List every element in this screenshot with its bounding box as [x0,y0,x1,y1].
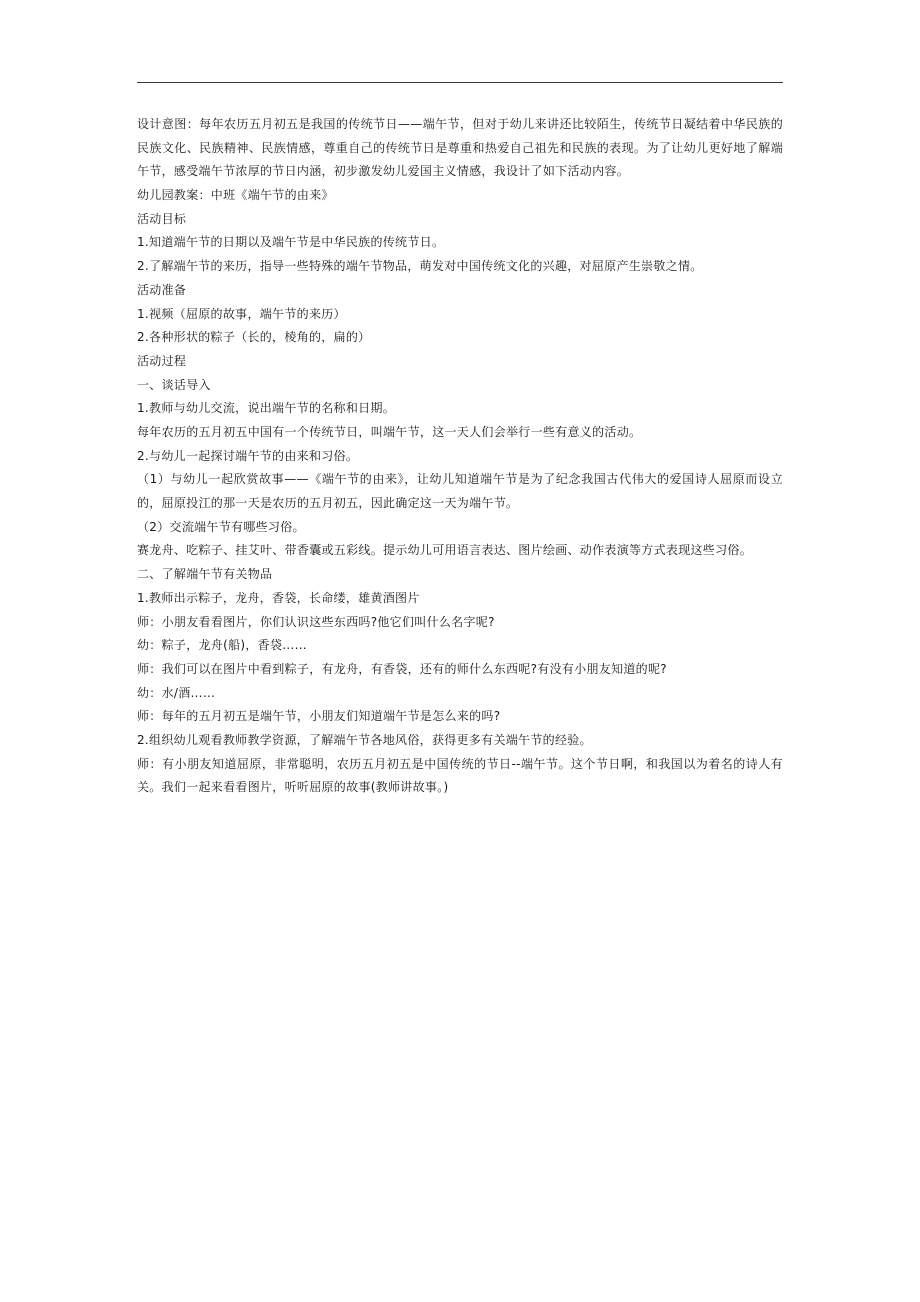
dialogue-child-2: 幼：水/酒…… [137,685,216,700]
section-1-step-2: 2.与幼儿一起探讨端午节的由来和习俗。 [137,448,359,463]
dialogue-teacher-2: 师：我们可以在图片中看到粽子，有龙舟，有香袋，还有的师什么东西呢?有没有小朋友知道的呢? [137,661,667,676]
dialogue-teacher-3: 师：每年的五月初五是端午节，小朋友们知道端午节是怎么来的吗? [137,709,501,724]
heading-process: 活动过程 [137,353,187,368]
paragraph-design-intent: 设计意图：每年农历五月初五是我国的传统节日——端午节，但对于幼儿来讲还比较陌生，传统节日凝结着中华民族的民族文化、民族精神、民族情感，尊重自己的传统节日是尊重和热爱自己祖先和民族的表现。为了让幼儿更好地了解端午节，感受端午节浓厚的节日内涵，初步激发幼儿爱国主义情感，我设计了如下活动内容。 [137,117,783,179]
section-1-story: （1）与幼儿一起欣赏故事——《端午节的由来》，让幼儿知道端午节是为了纪念我国古代伟大的爱国诗人屈原而设立的，屈原投江的那一天是农历的五月初五，因此确定这一天为端午节。 [137,472,783,511]
dialogue-child-1: 幼：粽子，龙舟(船)，香袋…… [137,638,307,653]
objective-item-2: 2.了解端午节的来历，指导一些特殊的端午节物品，萌发对中国传统文化的兴趣，对屈原产生崇敬之情。 [137,259,703,274]
heading-objectives: 活动目标 [137,211,187,226]
objective-item-1: 1.知道端午节的日期以及端午节是中华民族的传统节日。 [137,235,445,250]
section-1-text: 每年农历的五月初五中国有一个传统节日，叫端午节，这一天人们会举行一些有意义的活动。 [137,424,642,439]
dialogue-teacher-1: 师：小朋友看看图片，你们认识这些东西吗?他它们叫什么名字呢? [137,614,495,629]
section-1-customs: 赛龙舟、吃粽子、挂艾叶、带香囊或五彩线。提示幼儿可用语言表达、图片绘画、动作表演等方式表现这些习俗。 [137,543,753,558]
section-2-step-1: 1.教师出示粽子，龙舟，香袋，长命缕，雄黄酒图片 [137,590,420,605]
section-2-heading: 二、了解端午节有关物品 [137,567,273,582]
paragraph-lesson-title: 幼儿园教案：中班《端午节的由来》 [137,188,334,203]
section-2-step-2: 2.组织幼儿观看教师教学资源，了解端午节各地风俗，获得更多有关端午节的经验。 [137,732,592,747]
header-rule [137,82,783,83]
section-1-step-1: 1.教师与幼儿交流，说出端午节的名称和日期。 [137,401,396,416]
preparation-item-2: 2.各种形状的粽子（长的，棱角的，扁的） [137,330,371,345]
document-body [137,113,783,800]
heading-preparation: 活动准备 [137,282,187,297]
section-1-customs-question: （2）交流端午节有哪些习俗。 [137,519,305,534]
preparation-item-1: 1.视频（屈原的故事，端午节的来历） [137,306,346,321]
section-1-heading: 一、谈话导入 [137,377,211,392]
dialogue-teacher-4: 师：有小朋友知道屈原，非常聪明，农历五月初五是中国传统的节日--端午节。这个节日啊，和我国以为着名的诗人有关。我们一起来看看图片，听听屈原的故事(教师讲故事。) [137,756,783,795]
